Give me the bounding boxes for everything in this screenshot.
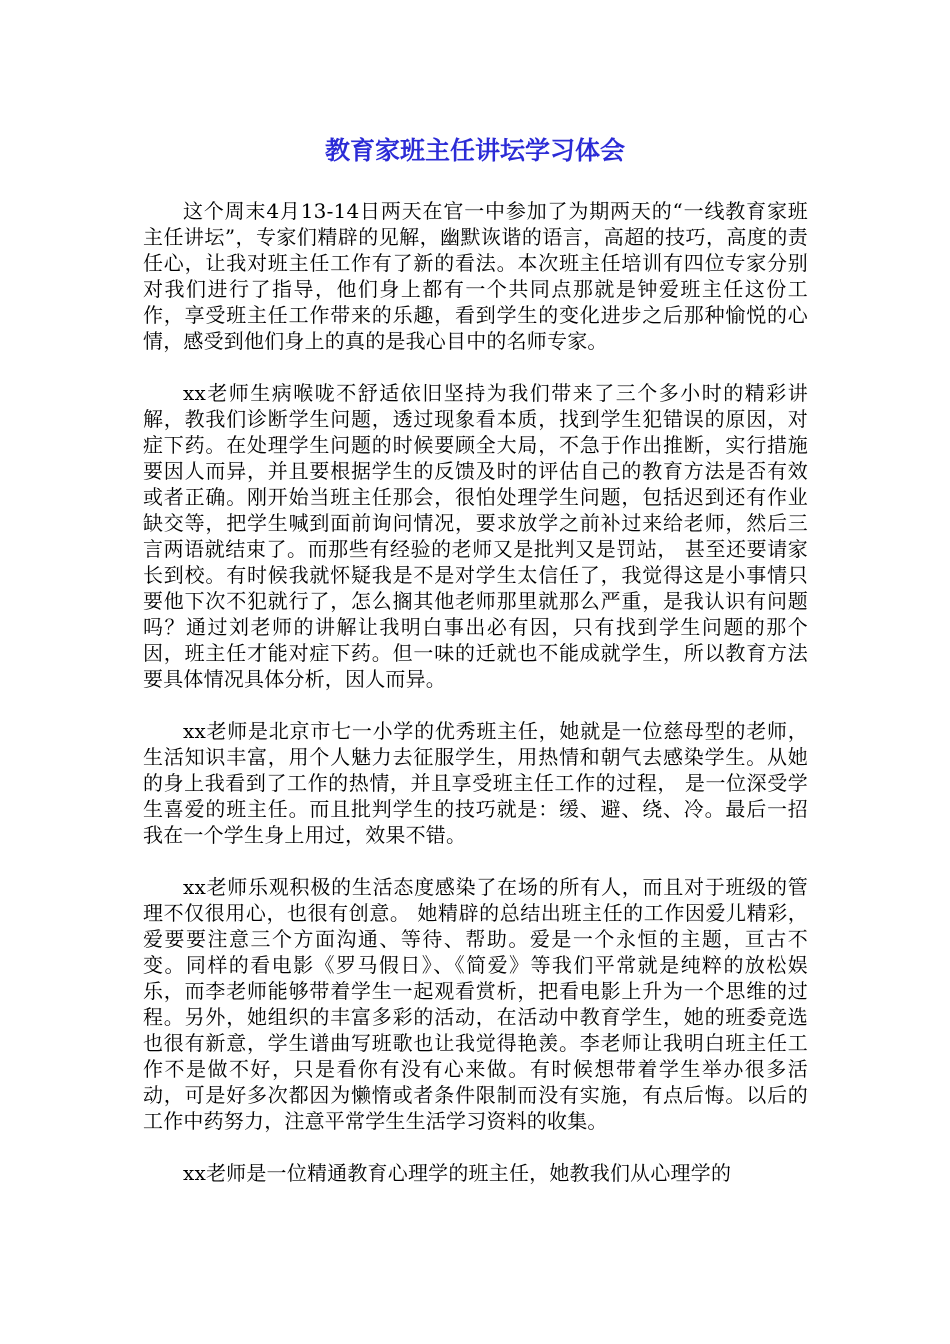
paragraph-4: xx老师乐观积极的生活态度感染了在场的所有人，而且对于班级的管理不仅很用心，也很有创意。 她精辟的总结出班主任的工作因爱儿精彩，爱要要注意三个方面沟通、等待、帮助。爱是一个永恒的主题，亘古不变。同样的看电影《罗马假日》、《简爱》等我们平常就是纯粹的放松娱乐，而李老师能够带着学生一起观看赏析，把看电影上升为一个思维的过程。另外，她组织的丰富多彩的活动，在活动中教育学生，她的班委竞选也很有新意，学生谱曲写班歌也让我觉得艳羡。李老师让我明白班主任工作不是做不好，只是看你有没有心来做。有时候想带着学生举办很多活动，可是好多次都因为懒惰或者条件限制而没有实施，有点后悔。以后的工作中药努力，注意平常学生生活学习资料的收集。 bbox=[143, 875, 808, 1133]
document-body bbox=[143, 198, 808, 1212]
paragraph-2: xx老师生病喉咙不舒适依旧坚持为我们带来了三个多小时的精彩讲解，教我们诊断学生问题，透过现象看本质，找到学生犯错误的原因，对症下药。在处理学生问题的时候要顾全大局，不急于作出推断，实行措施要因人而异，并且要根据学生的反馈及时的评估自己的教育方法是否有效或者正确。刚开始当班主任那会，很怕处理学生问题，包括迟到还有作业缺交等，把学生喊到面前询问情况，要求放学之前补过来给老师，然后三言两语就结束了。而那些有经验的老师又是批判又是罚站， 甚至还要请家长到校。有时候我就怀疑我是不是对学生太信任了，我觉得这是小事情只要他下次不犯就行了，怎么搁其他老师那里就那么严重，是我认识有问题吗？通过刘老师的讲解让我明白事出必有因，只有找到学生问题的那个因，班主任才能对症下药。但一味的迁就也不能成就学生，所以教育方法要具体情况具体分析，因人而异。 bbox=[143, 381, 808, 691]
paragraph-1: 这个周末4月13-14日两天在官一中参加了为期两天的“一线教育家班主任讲坛”，专家们精辟的见解，幽默诙谐的语言，高超的技巧，高度的责任心，让我对班主任工作有了新的看法。本次班主任培训有四位专家分别对我们进行了指导，他们身上都有一个共同点那就是钟爱班主任这份工作，享受班主任工作带来的乐趣，看到学生的变化进步之后那种愉悦的心情，感受到他们身上的真的是我心目中的名师专家。 bbox=[143, 199, 808, 353]
paragraph-3: xx老师是北京市七一小学的优秀班主任，她就是一位慈母型的老师，生活知识丰富，用个人魅力去征服学生，用热情和朝气去感染学生。从她的身上我看到了工作的热情，并且享受班主任工作的过程， 是一位深受学生喜爱的班主任。而且批判学生的技巧就是：缓、避、绕、冷。最后一招我在一个学生身上用过，效果不错。 bbox=[143, 719, 808, 847]
document-title: 教育家班主任讲坛学习体会 bbox=[324, 136, 625, 165]
paragraph-5: xx老师是一位精通教育心理学的班主任，她教我们从心理学的 bbox=[183, 1161, 732, 1185]
